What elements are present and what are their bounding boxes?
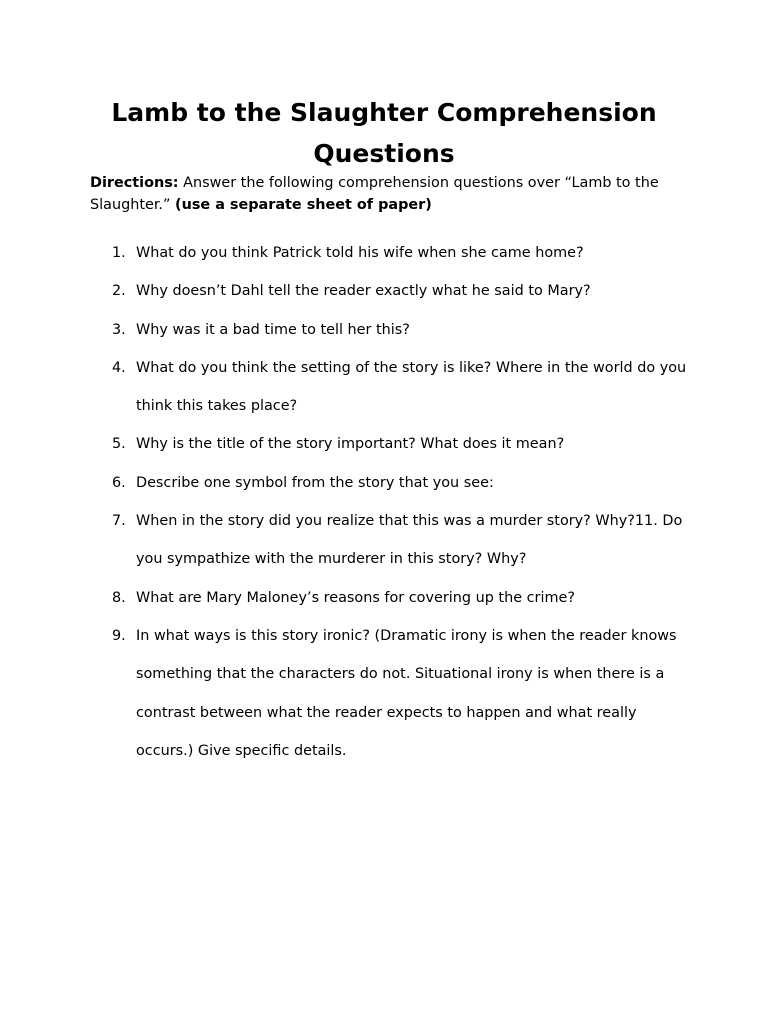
question-text: Why doesn’t Dahl tell the reader exactly what he said to Mary? <box>136 283 591 300</box>
question-item <box>90 579 690 617</box>
question-text: What do you think Patrick told his wife when she came home? <box>136 245 584 261</box>
question-number: 6. <box>112 474 126 491</box>
question-item <box>90 425 690 463</box>
question-item <box>90 234 690 272</box>
question-list <box>90 234 690 770</box>
question-number: 3. <box>112 321 126 338</box>
directions <box>90 172 690 216</box>
question-text: In what ways is this story ironic? (Dramatic irony is when the reader knows something that the characters do not. Situational irony is when there is a contrast between what the reader expects to happen and what really occurs.) Give specific details. <box>136 627 677 759</box>
directions-note: (use a separate sheet of paper) <box>175 197 432 213</box>
question-item <box>90 464 690 502</box>
question-number: 2. <box>112 283 126 300</box>
question-text: When in the story did you realize that this was a murder story? Why?11. Do you sympathize with the murderer in this story? Why? <box>136 513 683 568</box>
question-text: Why was it a bad time to tell her this? <box>136 321 410 338</box>
question-item <box>90 272 690 310</box>
question-number: 4. <box>112 359 126 376</box>
question-text: Why is the title of the story important? What does it mean? <box>136 436 565 453</box>
question-item <box>90 311 690 349</box>
question-item <box>90 349 690 426</box>
question-number: 9. <box>112 627 126 644</box>
document-title: Lamb to the Slaughter Comprehension Questions <box>111 98 657 168</box>
question-text: What do you think the setting of the story is like? Where in the world do you think this takes place? <box>136 359 687 415</box>
directions-text: Answer the following comprehension questions over “Lamb to the Slaughter.” <box>90 175 659 213</box>
question-number: 8. <box>112 589 126 606</box>
question-text: Describe one symbol from the story that you see: <box>136 474 494 491</box>
question-number: 1. <box>112 245 126 261</box>
question-item <box>90 617 690 770</box>
question-item <box>90 502 690 579</box>
question-number: 7. <box>112 513 126 530</box>
question-number: 5. <box>112 436 126 453</box>
question-text: What are Mary Maloney’s reasons for covering up the crime? <box>136 589 575 606</box>
directions-label: Directions: <box>90 175 179 191</box>
